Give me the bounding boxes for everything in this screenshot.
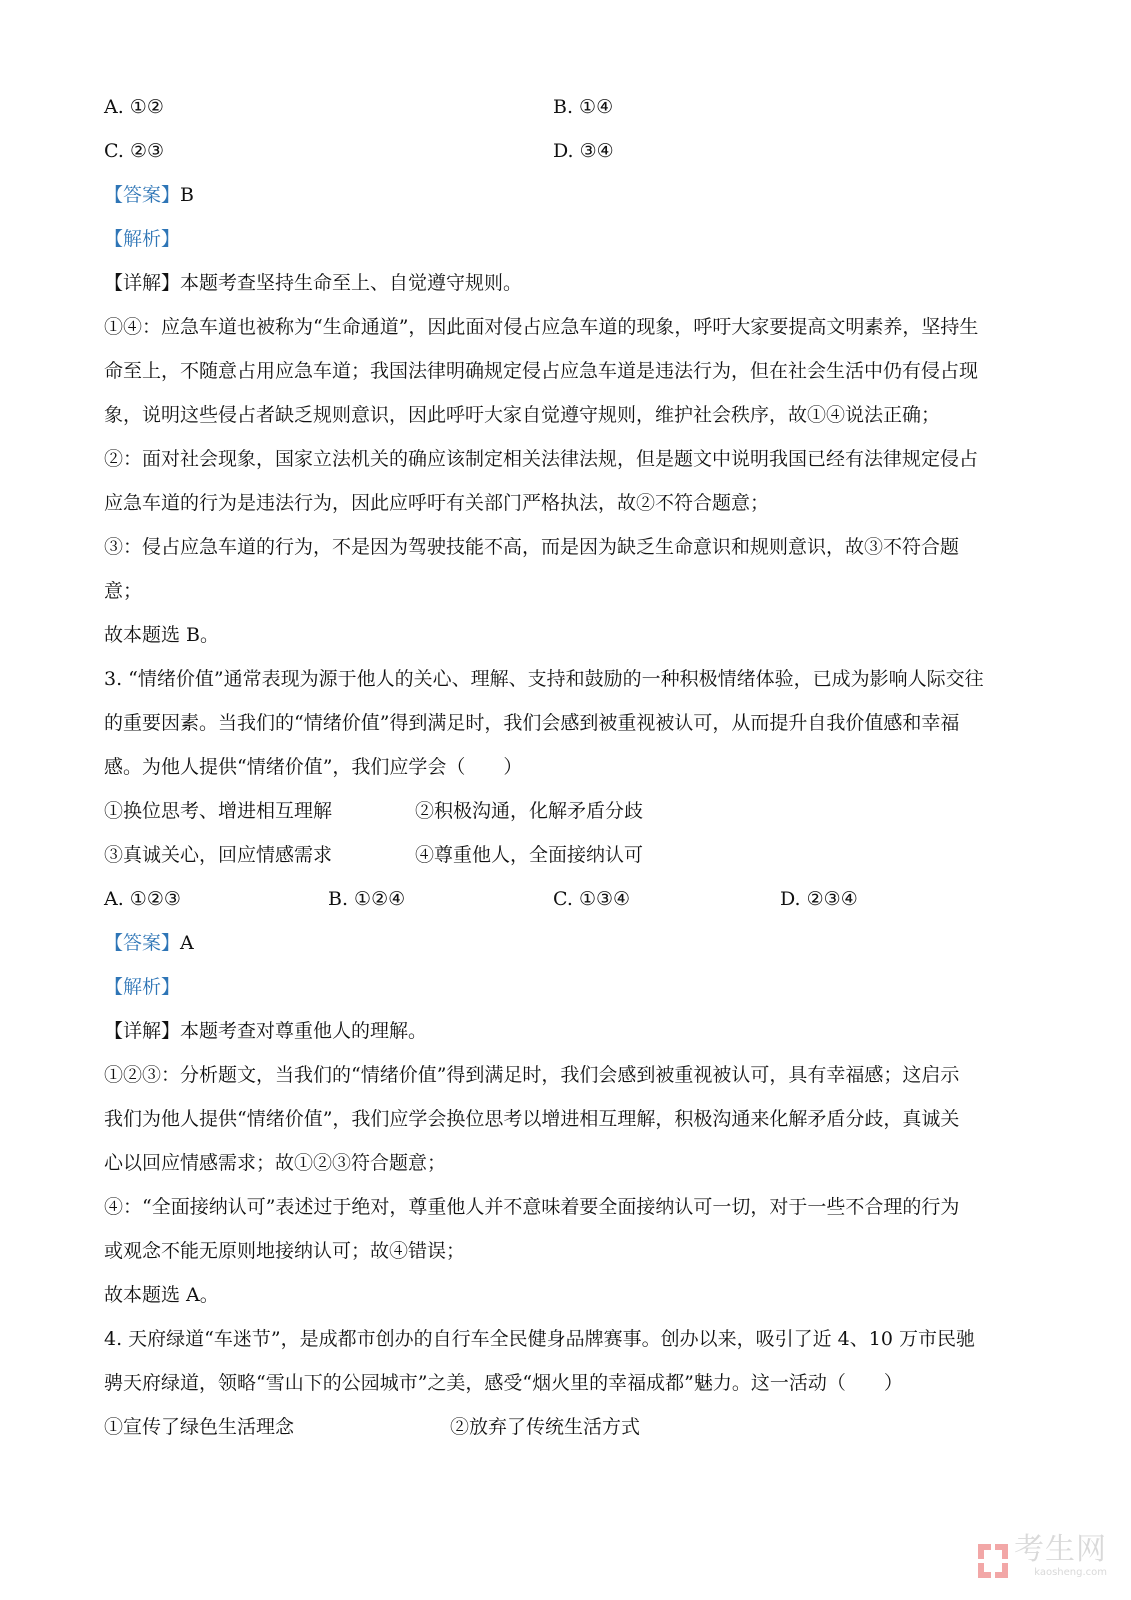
q3-option-c: C. ①③④: [553, 888, 631, 910]
q3-answer: [104, 928, 1029, 972]
q3-options-row: [104, 884, 1029, 928]
q3-conclusion: 故本题选 A。: [104, 1284, 219, 1306]
q3-detail-line: 【详解】本题考查对尊重他人的理解。: [104, 1020, 428, 1042]
q3-item-3: ③真诚关心，回应情感需求: [104, 844, 333, 866]
q3-stem-line: 3. “情绪价值”通常表现为源于他人的关心、理解、支持和鼓励的一种积极情绪体验，已成为影响人际交往: [104, 668, 984, 690]
watermark-text: [1014, 1532, 1107, 1578]
q2-detail-line: ①④：应急车道也被称为“生命通道”，因此面对侵占应急车道的现象，呼吁大家要提高文明素养，坚持生: [104, 316, 979, 338]
q3-stem-line: 感。为他人提供“情绪价值”，我们应学会（ ）: [104, 756, 523, 778]
q3-option-b: B. ①②④: [328, 888, 406, 910]
kaosheng-logo-icon: [978, 1544, 1008, 1578]
q3-detail-line: 我们为他人提供“情绪价值”，我们应学会换位思考以增进相互理解，积极沟通来化解矛盾分歧，真诚关: [104, 1108, 960, 1130]
q2-option-c: C. ②③: [104, 140, 165, 162]
q3-detail-line: 或观念不能无原则地接纳认可；故④错误；: [104, 1240, 466, 1262]
q2-detail-line: 意；: [104, 580, 143, 602]
q3-detail-line: ①②③：分析题文，当我们的“情绪价值”得到满足时，我们会感到被重视被认可，具有幸福感；这启示: [104, 1064, 960, 1086]
q2-option-b: B. ①④: [553, 96, 614, 118]
q3-detail-line: 心以回应情感需求；故①②③符合题意；: [104, 1152, 447, 1174]
q3-answer-tag: 【答案】: [104, 932, 181, 954]
q4-item-2: ②放弃了传统生活方式: [450, 1416, 641, 1438]
q2-analysis-tag: 【解析】: [104, 228, 181, 250]
q2-answer: [104, 180, 1029, 224]
q3-item-4: ④尊重他人，全面接纳认可: [415, 844, 644, 866]
q3-stem-line: 的重要因素。当我们的“情绪价值”得到满足时，我们会感到被重视被认可，从而提升自我价值感和幸福: [104, 712, 960, 734]
q2-option-d: D. ③④: [553, 140, 614, 162]
q2-option-a: A. ①②: [104, 96, 164, 118]
watermark-url: kaosheng.com: [1034, 1567, 1107, 1578]
q3-answer-value: A: [180, 932, 194, 954]
q4-item-1: ①宣传了绿色生活理念: [104, 1416, 295, 1438]
q3-option-d: D. ②③④: [780, 888, 858, 910]
watermark: [978, 1532, 1107, 1578]
q3-item-1: ①换位思考、增进相互理解: [104, 800, 333, 822]
q4-stem-line: 4. 天府绿道“车迷节”，是成都市创办的自行车全民健身品牌赛事。创办以来，吸引了近 4、10 万市民驰: [104, 1328, 975, 1350]
q2-options-row-2: [104, 136, 1029, 180]
q2-answer-value: B: [180, 184, 194, 206]
q2-detail-line: 【详解】本题考查坚持生命至上、自觉遵守规则。: [104, 272, 523, 294]
q2-detail-line: 命至上，不随意占用应急车道；我国法律明确规定侵占应急车道是违法行为，但在社会生活中仍有侵占现: [104, 360, 979, 382]
q2-conclusion: 故本题选 B。: [104, 624, 220, 646]
q3-item-2: ②积极沟通，化解矛盾分歧: [415, 800, 644, 822]
q2-detail-line: 应急车道的行为是违法行为，因此应呼吁有关部门严格执法，故②不符合题意；: [104, 492, 770, 514]
q2-detail-line: ②：面对社会现象，国家立法机关的确应该制定相关法律法规，但是题文中说明我国已经有法律规定侵占: [104, 448, 979, 470]
q2-answer-tag: 【答案】: [104, 184, 181, 206]
q2-detail-line: 象，说明这些侵占者缺乏规则意识，因此呼吁大家自觉遵守规则，维护社会秩序，故①④说法正确；: [104, 404, 941, 426]
watermark-name: 考生网: [1014, 1532, 1107, 1567]
q3-items-row-1: [104, 796, 1029, 840]
q2-options-row-1: [104, 92, 1029, 136]
q3-analysis-tag: 【解析】: [104, 976, 181, 998]
q3-detail-line: ④：“全面接纳认可”表述过于绝对，尊重他人并不意味着要全面接纳认可一切，对于一些不合理的行为: [104, 1196, 960, 1218]
q4-stem-line: 骋天府绿道，领略“雪山下的公园城市”之美，感受“烟火里的幸福成都”魅力。这一活动（ ）: [104, 1372, 903, 1394]
q3-items-row-2: [104, 840, 1029, 884]
q3-option-a: A. ①②③: [104, 888, 181, 910]
q2-detail-line: ③：侵占应急车道的行为，不是因为驾驶技能不高，而是因为缺乏生命意识和规则意识，故③不符合题: [104, 536, 960, 558]
q4-items-row-1: [104, 1412, 1029, 1456]
